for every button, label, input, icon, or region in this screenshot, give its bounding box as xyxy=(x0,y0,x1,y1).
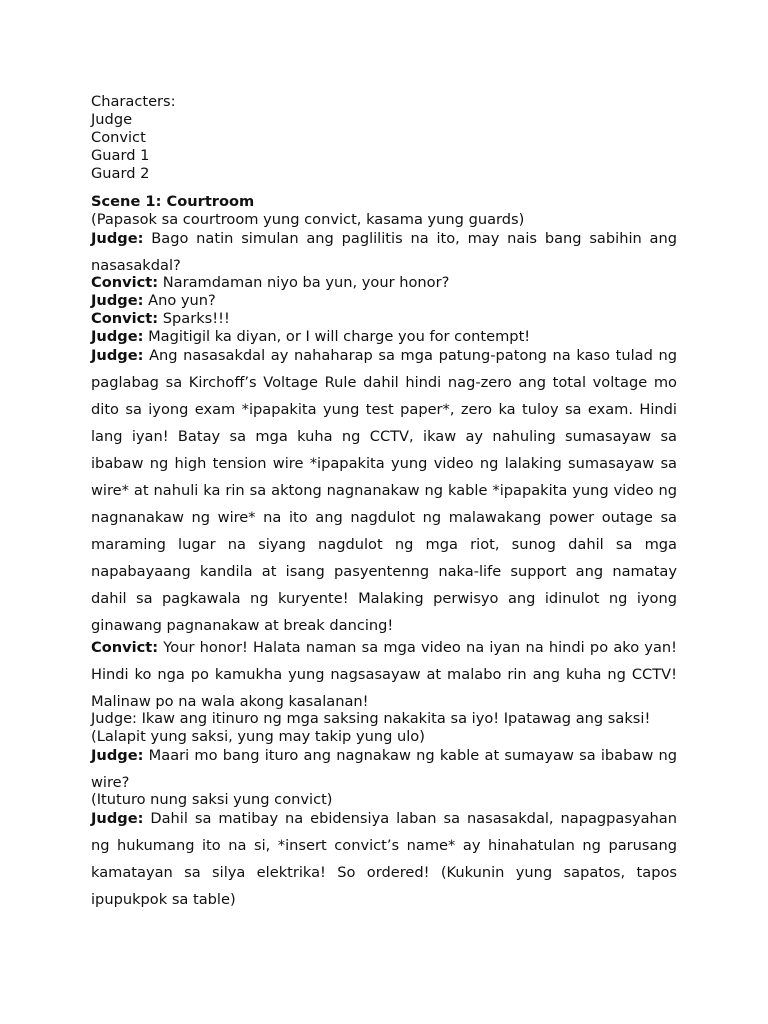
character-guard-1: Guard 1 xyxy=(91,147,150,164)
speaker-label: Judge: xyxy=(91,230,144,247)
dialogue-line xyxy=(91,274,677,292)
speaker-label: Judge: xyxy=(91,747,144,764)
dialogue-text: Bago natin simulan ang paglilitis na ito, may nais bang sabihin ang nasasakdal? xyxy=(91,230,677,274)
dialogue-line xyxy=(91,310,677,328)
speaker-label: Judge: xyxy=(91,292,144,309)
speaker-label: Convict: xyxy=(91,310,159,327)
speaker-label: Convict: xyxy=(91,274,159,291)
dialogue-line xyxy=(91,634,677,715)
speaker-label: Judge: xyxy=(91,810,144,827)
speaker-label: Convict: xyxy=(91,639,159,656)
dialogue-line-plain: Judge: Ikaw ang itinuro ng mga saksing nakakita sa iyo! Ipatawag ang saksi! xyxy=(91,710,651,727)
speaker-label: Judge: xyxy=(91,347,144,364)
speaker-label: Judge: xyxy=(91,328,144,345)
stage-direction: (Papasok sa courtroom yung convict, kasama yung guards) xyxy=(91,211,525,228)
script-body xyxy=(91,93,677,913)
dialogue-line xyxy=(91,292,677,310)
character-judge: Judge xyxy=(91,111,133,128)
stage-direction: (Ituturo nung saksi yung convict) xyxy=(91,791,333,808)
dialogue-text: Your honor! Halata naman sa mga video na iyan na hindi po ako yan! Hindi ko nga po kamukha yung nagsasayaw at malabo rin ang kuha ng CCTV! Malinaw po na wala akong kasalanan! xyxy=(91,639,677,710)
dialogue-text: Naramdaman niyo ba yun, your honor? xyxy=(158,274,450,291)
dialogue-line xyxy=(91,805,677,913)
scene-title: Scene 1: Courtroom xyxy=(91,193,255,210)
dialogue-text: Ang nasasakdal ay nahaharap sa mga patung-patong na kaso tulad ng paglabag sa Kirchoff’s Voltage Rule dahil hindi nag-zero ang total voltage mo dito sa iyong exam *ipapakita yung test paper*, zero ka tuloy sa exam. Hindi lang iyan! Batay sa mga kuha ng CCTV, ikaw ay nahuling sumasayaw sa ibabaw ng high tension wire *ipapakita yung video ng lalaking sumasayaw sa wire* at nahuli ka rin sa aktong nagnanakaw ng kable *ipapakita yung video ng nagnanakaw ng wire* na ito ang nagdulot ng malawakang power outage sa maraming lugar na siyang nagdulot ng mga riot, sunog dahil sa mga napabayaang kandila at isang pasyentenng naka-life support ang namatay dahil sa pagkawala ng kuryente! Malaking perwisyo ang idinulot ng iyong ginawang pagnanakaw at break dancing! xyxy=(91,347,677,634)
stage-direction: (Lalapit yung saksi, yung may takip yung ulo) xyxy=(91,728,425,745)
dialogue-text: Ano yun? xyxy=(143,292,216,309)
character-convict: Convict xyxy=(91,129,146,146)
dialogue-text: Dahil sa matibay na ebidensiya laban sa nasasakdal, napagpasyahan ng hukumang ito na si, *insert convict’s name* ay hinahatulan ng parusang kamatayan sa silya elektrika! So ordered! (Kukunin yung sapatos, tapos ipupukpok sa table) xyxy=(91,810,677,908)
characters-heading: Characters: xyxy=(91,93,176,110)
dialogue-text: Sparks!!! xyxy=(158,310,230,327)
dialogue-text: Magitigil ka diyan, or I will charge you for contempt! xyxy=(143,328,531,345)
dialogue-line xyxy=(91,225,677,279)
dialogue-line xyxy=(91,342,677,639)
dialogue-text: Maari mo bang ituro ang nagnakaw ng kable at sumayaw sa ibabaw ng wire? xyxy=(91,747,677,791)
dialogue-line xyxy=(91,742,677,796)
character-guard-2: Guard 2 xyxy=(91,165,150,182)
